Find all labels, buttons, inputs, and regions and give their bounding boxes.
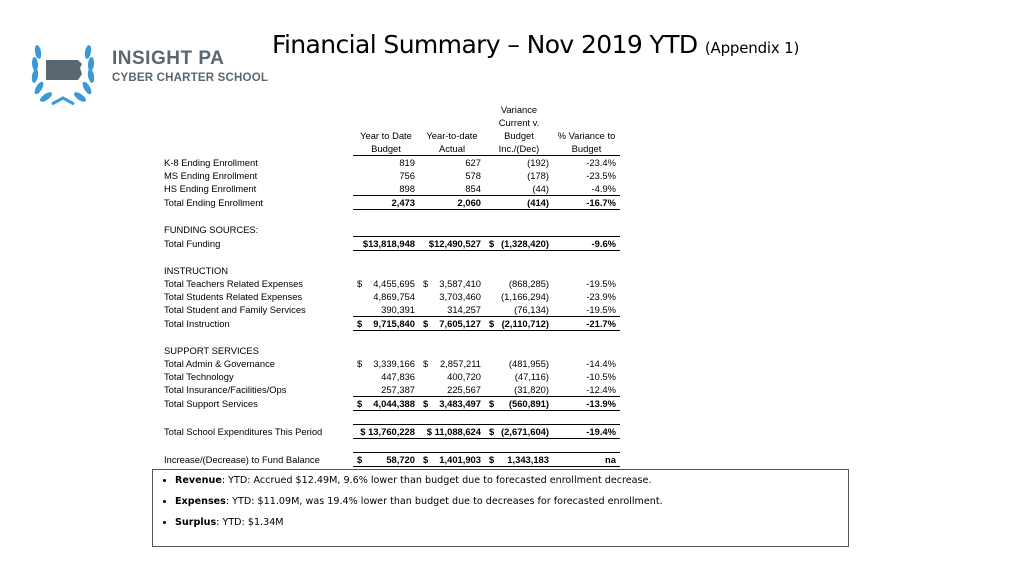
row-label: Total Students Related Expenses (164, 291, 303, 302)
page-title (272, 30, 799, 59)
header-pct-line1: % Variance to (557, 130, 616, 141)
title-appendix: (Appendix 1) (704, 39, 800, 57)
row-label: Total Student and Family Services (164, 304, 306, 316)
row-label: K-8 Ending Enrollment (164, 156, 258, 168)
header-variance-line2: Current v. (498, 117, 540, 128)
table-row: K-8 Ending Enrollment 819 627 (192) -23.4% (160, 156, 620, 170)
table-row: HS Ending Enrollment 898 854 (44) -4.9% (160, 182, 620, 196)
note-expenses: • Expenses: YTD: $11.09M, was 19.4% lower than budget due to decreases for forecasted enrollment. (175, 496, 840, 508)
table-row: Total Student and Family Services 390,391 314,257 (76,134) -19.5% (160, 303, 620, 317)
table-row: Total Insurance/Facilities/Ops 257,387 225,567 (31,820) -12.4% (160, 383, 620, 397)
total-row: Total School Expenditures This Period $ 13,760,228 $ 11,088,624 $ (2,671,604) -19.4% (160, 425, 620, 439)
row-label: Total Support Services (164, 398, 258, 409)
row-label: MS Ending Enrollment (164, 170, 258, 181)
table-row: Total Admin & Governance $ 3,339,166 $ 2,857,211 (481,955) -14.4% (160, 357, 620, 370)
total-row: Total Funding $13,818,948 $12,490,527 $ (1,328,420) -9.6% (160, 237, 620, 251)
row-label: Total Ending Enrollment (164, 197, 264, 208)
section-heading: SUPPORT SERVICES (164, 345, 259, 356)
row-label: Total Admin & Governance (164, 358, 275, 369)
header-row (160, 103, 620, 116)
header-actual-line1: Year-to-date (426, 130, 478, 141)
section-heading-row (160, 264, 620, 277)
total-row: Total Support Services $ 4,044,388 $ 3,483,497 $ (560,891) -13.9% (160, 397, 620, 411)
header-pct-line2: Budget (553, 142, 620, 156)
logo-title: INSIGHT PA (112, 48, 225, 69)
row-label: Total Funding (164, 238, 221, 249)
header-variance-line4: Inc./(Dec) (485, 142, 553, 156)
total-row: Increase/(Decrease) to Fund Balance $ 58,720 $ 1,401,903 $ 1,343,183 na (160, 453, 620, 467)
note-surplus: • Surplus: YTD: $1.34M (175, 517, 840, 529)
total-row: Total Ending Enrollment 2,473 2,060 (414) -16.7% (160, 196, 620, 210)
laurel-wreath-icon (28, 38, 106, 110)
row-label: Total Insurance/Facilities/Ops (164, 384, 287, 396)
notes-box (152, 469, 849, 547)
row-label: Total Technology (164, 371, 234, 382)
table-row: Total Students Related Expenses 4,869,754 3,703,460 (1,166,294) -23.9% (160, 290, 620, 303)
total-row: Total Instruction $ 9,715,840 $ 7,605,127 $ (2,110,712) -21.7% (160, 317, 620, 331)
row-label: Total School Expenditures This Period (164, 426, 323, 437)
section-heading-row (160, 344, 620, 357)
header-budget-line2: Budget (353, 142, 419, 156)
row-label: HS Ending Enrollment (164, 183, 257, 195)
school-logo (28, 38, 278, 110)
note-revenue: • Revenue: YTD: Accrued $12.49M, 9.6% lower than budget due to forecasted enrollment decrease. (175, 475, 840, 487)
section-heading: INSTRUCTION (164, 265, 229, 276)
row-label: Increase/(Decrease) to Fund Balance (164, 454, 320, 465)
header-actual-line2: Actual (419, 142, 485, 156)
header-variance-line1: Variance (500, 104, 538, 115)
title-main: Financial Summary – Nov 2019 YTD (272, 30, 705, 59)
section-heading-row (160, 223, 620, 237)
financial-summary-table (160, 103, 620, 467)
row-label: Total Teachers Related Expenses (164, 278, 303, 289)
header-variance-line3: Budget (504, 130, 534, 141)
table-row: MS Ending Enrollment 756 578 (178) -23.5% (160, 169, 620, 182)
table-row: Total Teachers Related Expenses $ 4,455,695 $ 3,587,410 (868,285) -19.5% (160, 277, 620, 290)
table-row: Total Technology 447,836 400,720 (47,116) -10.5% (160, 370, 620, 383)
section-heading: FUNDING SOURCES: (164, 224, 259, 236)
header-budget-line1: Year to Date (360, 130, 412, 141)
row-label: Total Instruction (164, 318, 230, 329)
logo-subtitle: CYBER CHARTER SCHOOL (112, 72, 269, 84)
